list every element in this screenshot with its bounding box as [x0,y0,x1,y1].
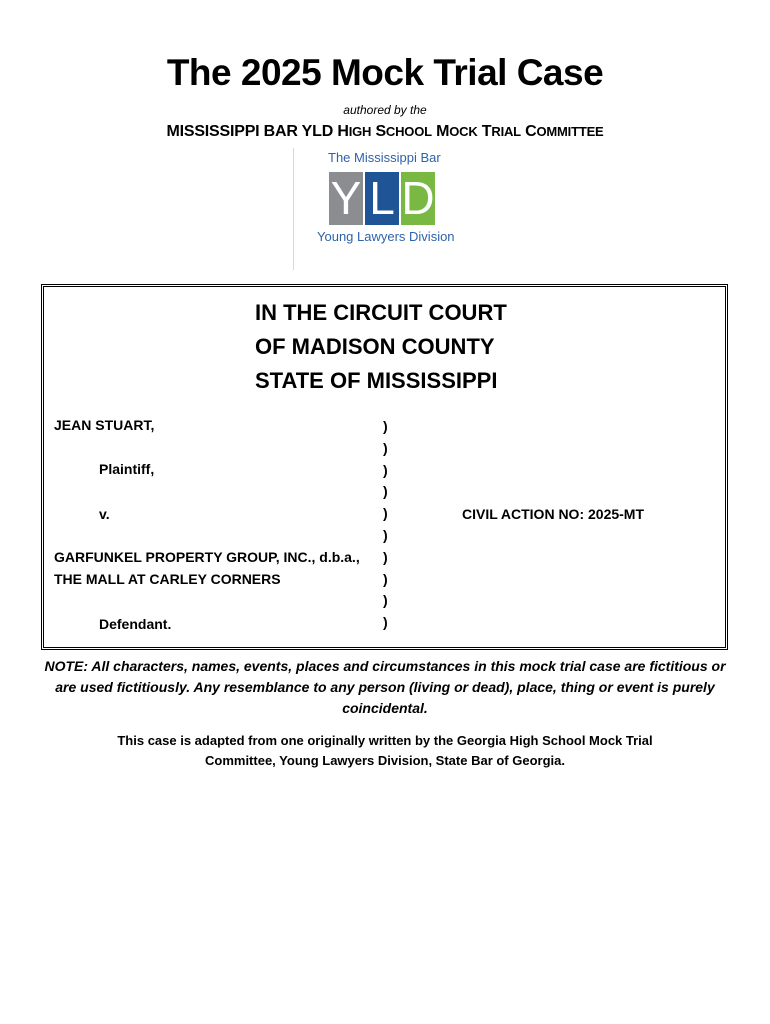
yld-logo [313,150,463,248]
court-line: OF MADISON COUNTY [255,334,495,359]
logo-letter-d: D [401,172,435,224]
caption-parentheses [383,416,388,634]
committee-name: MISSISSIPPI BAR YLD HIGH SCHOOL MOCK TRIAL COMMITTEE [166,123,604,140]
plaintiff-role: Plaintiff, [99,461,155,477]
court-line: STATE OF MISSISSIPPI [255,368,498,393]
paren: ) [383,483,388,500]
court-heading [255,296,507,398]
logo-letter-y: Y [330,172,362,224]
fiction-note: NOTE: All characters, names, events, places and circumstances in this mock trial case are fictitious or are used fictitiously. Any resemblance to any person (living or dead), place, thing or event is purely coincidental. [44,658,726,716]
paren: ) [383,418,388,434]
civil-action-number: CIVIL ACTION NO: 2025-MT [462,506,645,522]
document-title: The 2025 Mock Trial Case [166,52,604,93]
defendant-name-line2: THE MALL AT CARLEY CORNERS [54,571,281,587]
authored-by-text: authored by the [343,103,427,117]
logo-letter-l: L [365,172,399,225]
adaptation-credit: This case is adapted from one originally written by the Georgia High School Mock Trial Committee, Young Lawyers Division, State Bar of Georgia. [117,733,653,768]
versus-text: v. [99,506,110,522]
defendant-name-line1: GARFUNKEL PROPERTY GROUP, INC., d.b.a., [54,549,360,565]
paren: ) [383,592,388,609]
paren: ) [383,439,388,456]
paren: ) [383,614,388,631]
defendant-role: Defendant. [99,616,172,632]
logo-top-text: The Mississippi Bar [328,150,441,165]
court-line: IN THE CIRCUIT COURT [255,300,507,325]
paren: ) [383,526,388,543]
logo-bottom-text: Young Lawyers Division [317,229,455,244]
paren: ) [383,548,388,565]
divider-line [293,148,294,270]
paren: ) [383,570,388,587]
plaintiff-name: JEAN STUART, [54,417,155,433]
paren: ) [383,461,388,478]
paren: ) [383,505,388,522]
